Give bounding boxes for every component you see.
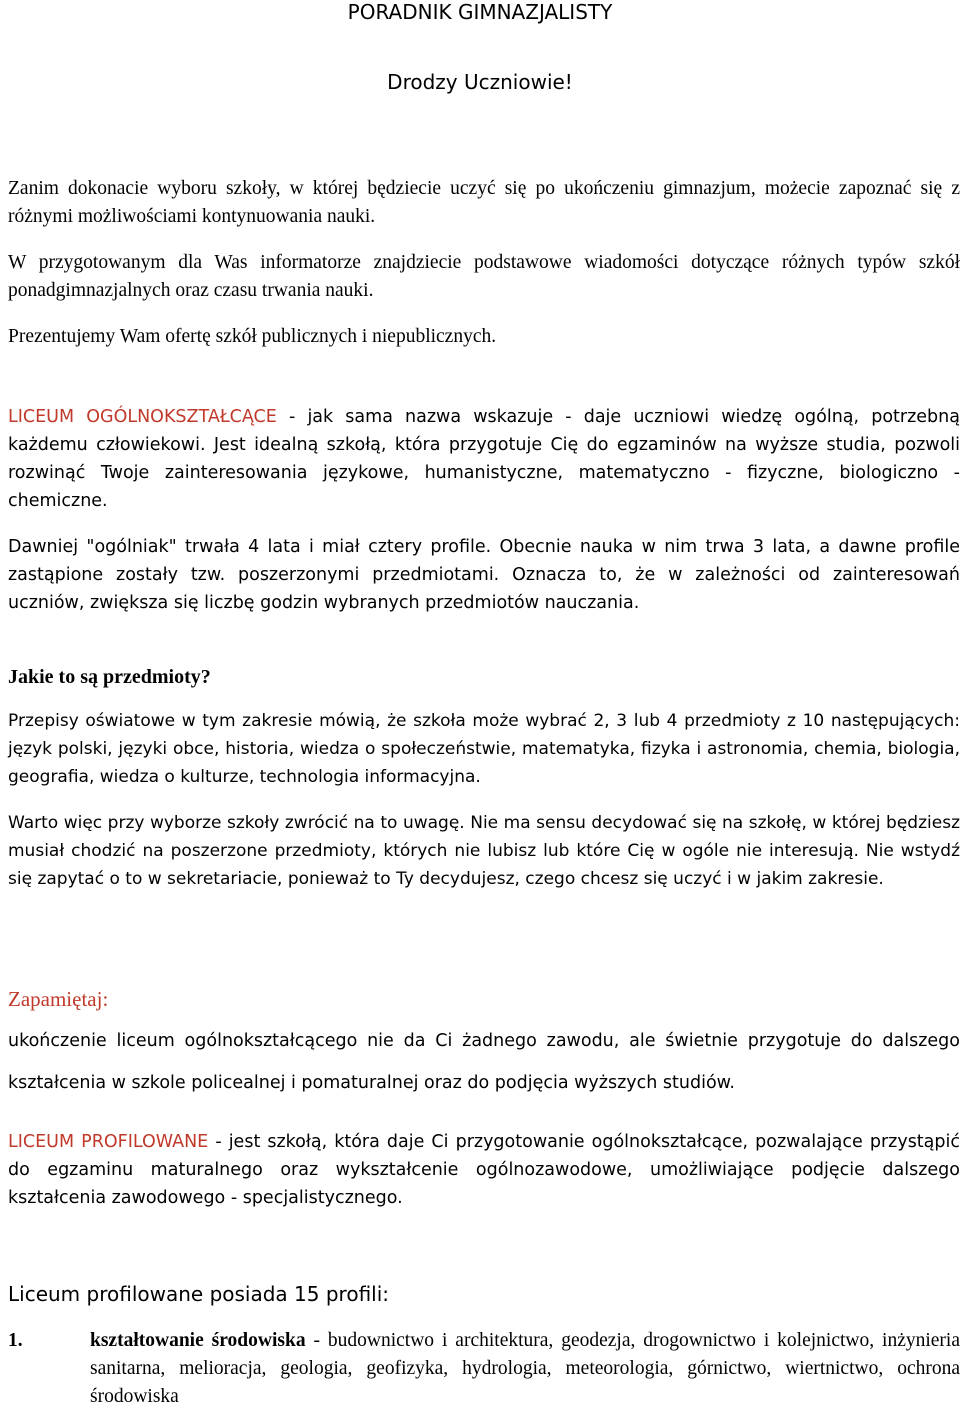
profiles-heading: Liceum profilowane posiada 15 profili: — [8, 1282, 390, 1306]
advice-paragraph: Warto więc przy wyborze szkoły zwrócić na to uwagę. Nie ma sensu decydować się na szkołę, w której będziesz musiał chodzić na poszerzone przedmioty, których nie lubisz lub które Cię w ogóle nie interesują. Nie wstydź się zapytać o to w sekretariacie, ponieważ to Ty decydujesz, czego chcesz się uczyć i w jakim zakresie. — [8, 813, 960, 889]
lo-description — [8, 403, 960, 515]
subjects-paragraph: Przepisy oświatowe w tym zakresie mówią, że szkoła może wybrać 2, 3 lub 4 przedmioty z 10 następujących: język polski, języki obce, historia, wiedza o społeczeństwie, matematyka, fizyka i astronomia, chemia, biologia, geografia, wiedza o kulturze, technologia informacyjna. — [8, 711, 960, 787]
lo-history: Dawniej "ogólniak" trwała 4 lata i miał cztery profile. Obecnie nauka w nim trwa 3 lata, a dawne profile zastąpione zostały tzw. poszerzonymi przedmiotami. Oznacza to, że w zależności od zainteresowań uczniów, zwiększa się liczbę godzin wybranych przedmiotów nauczania. — [8, 537, 960, 613]
lp-description — [8, 1128, 960, 1212]
list-item — [8, 1327, 960, 1411]
greeting: Drodzy Uczniowie! — [387, 70, 573, 94]
lp-name: LICEUM PROFILOWANE — [8, 1132, 209, 1152]
intro-paragraph-2: W przygotowanym dla Was informatorze znajdziecie podstawowe wiadomości dotyczące różnych typów szkół ponadgimnazjalnych oraz czasu trwania nauki. — [8, 252, 960, 301]
remember-text: ukończenie liceum ogólnokształcącego nie da Ci żadnego zawodu, ale świetnie przygotuje do dalszego kształcenia w szkole policealnej i pomaturalnej oraz do podjęcia wyższych studiów. — [8, 1031, 960, 1093]
profile-name: kształtowanie środowiska — [90, 1330, 306, 1351]
page-title: PORADNIK GIMNAZJALISTY — [347, 0, 613, 24]
lo-name: LICEUM OGÓLNOKSZTAŁCĄCE — [8, 407, 277, 427]
profile-desc: - budownictwo i architektura, geodezja, drogownictwo i kolejnictwo, inżynieria sanitarna, melioracja, geologia, geofizyka, hydrologia, meteorologia, górnictwo, wiertnictwo, ochrona środowiska — [90, 1330, 960, 1407]
lo-desc: - jak sama nazwa wskazuje - daje uczniowi wiedzę ogólną, potrzebną każdemu człowiekowi. Jest idealną szkołą, która przygotuje Cię do egzaminów na wyższe studia, pozwoli rozwinąć Twoje zainteresowania językowe, humanistyczne, matematyczno - fizyczne, biologiczno - chemiczne. — [8, 407, 960, 511]
question-heading: Jakie to są przedmioty? — [8, 666, 211, 688]
intro-paragraph-1: Zanim dokonacie wyboru szkoły, w której będziecie uczyć się po ukończeniu gimnazjum, możecie zapoznać się z różnymi możliwościami kontynuowania nauki. — [8, 178, 960, 227]
list-item-number: 1. — [8, 1330, 23, 1351]
lp-desc: - jest szkołą, która daje Ci przygotowanie ogólnokształcące, pozwalające przystąpić do egzaminu maturalnego oraz wykształcenie ogólnozawodowe, umożliwiające podjęcie dalszego kształcenia zawodowego - specjalistycznego. — [8, 1132, 960, 1208]
intro-paragraph-3: Prezentujemy Wam ofertę szkół publicznych i niepublicznych. — [8, 326, 497, 347]
remember-label: Zapamiętaj: — [8, 987, 109, 1011]
list-item-body — [90, 1327, 960, 1411]
